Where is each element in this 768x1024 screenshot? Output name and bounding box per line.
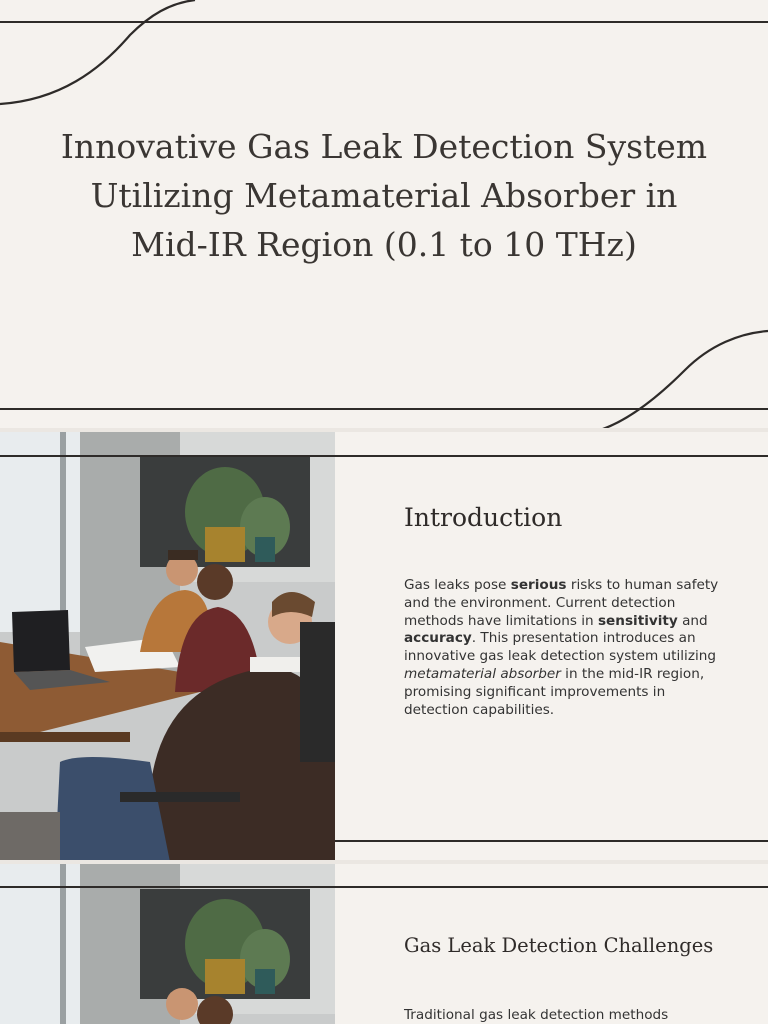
challenges-top-rule — [0, 886, 768, 888]
intro-heading: Introduction — [404, 503, 563, 532]
decorative-curve-bottom — [590, 325, 768, 430]
meeting-photo-2 — [0, 864, 335, 1024]
emphasis-metamaterial-absorber: metamaterial absorber — [404, 665, 561, 682]
title-slide — [0, 0, 768, 430]
intro-top-rule — [0, 455, 768, 457]
title-line-3: Mid-IR Region (0.1 to 10 THz) — [131, 225, 637, 264]
challenges-heading: Gas Leak Detection Challenges — [404, 934, 714, 957]
emphasis-serious: serious — [510, 577, 567, 593]
title-line-2: Utilizing Metamaterial Absorber in — [90, 176, 678, 215]
meeting-photo — [0, 432, 335, 862]
presentation-title — [40, 122, 728, 269]
introduction-slide — [0, 432, 768, 862]
challenges-slide — [0, 864, 768, 1024]
intro-bottom-rule — [335, 840, 768, 842]
challenges-paragraph: Traditional gas leak detection methods — [404, 1007, 669, 1023]
intro-paragraph: Gas leaks pose serious risks to human safety and the environment. Current detection methods have limitations in sensitivity and accuracy. This presentation introduces an innovative gas leak detection system utilizing metamaterial absorber in the mid-IR region, promising significant improvements in detection capabilities. — [404, 577, 719, 718]
emphasis-sensitivity: sensitivity — [597, 612, 678, 629]
title-line-1: Innovative Gas Leak Detection System — [60, 127, 708, 166]
emphasis-accuracy: accuracy — [404, 630, 472, 647]
decorative-curve-top — [0, 0, 200, 110]
